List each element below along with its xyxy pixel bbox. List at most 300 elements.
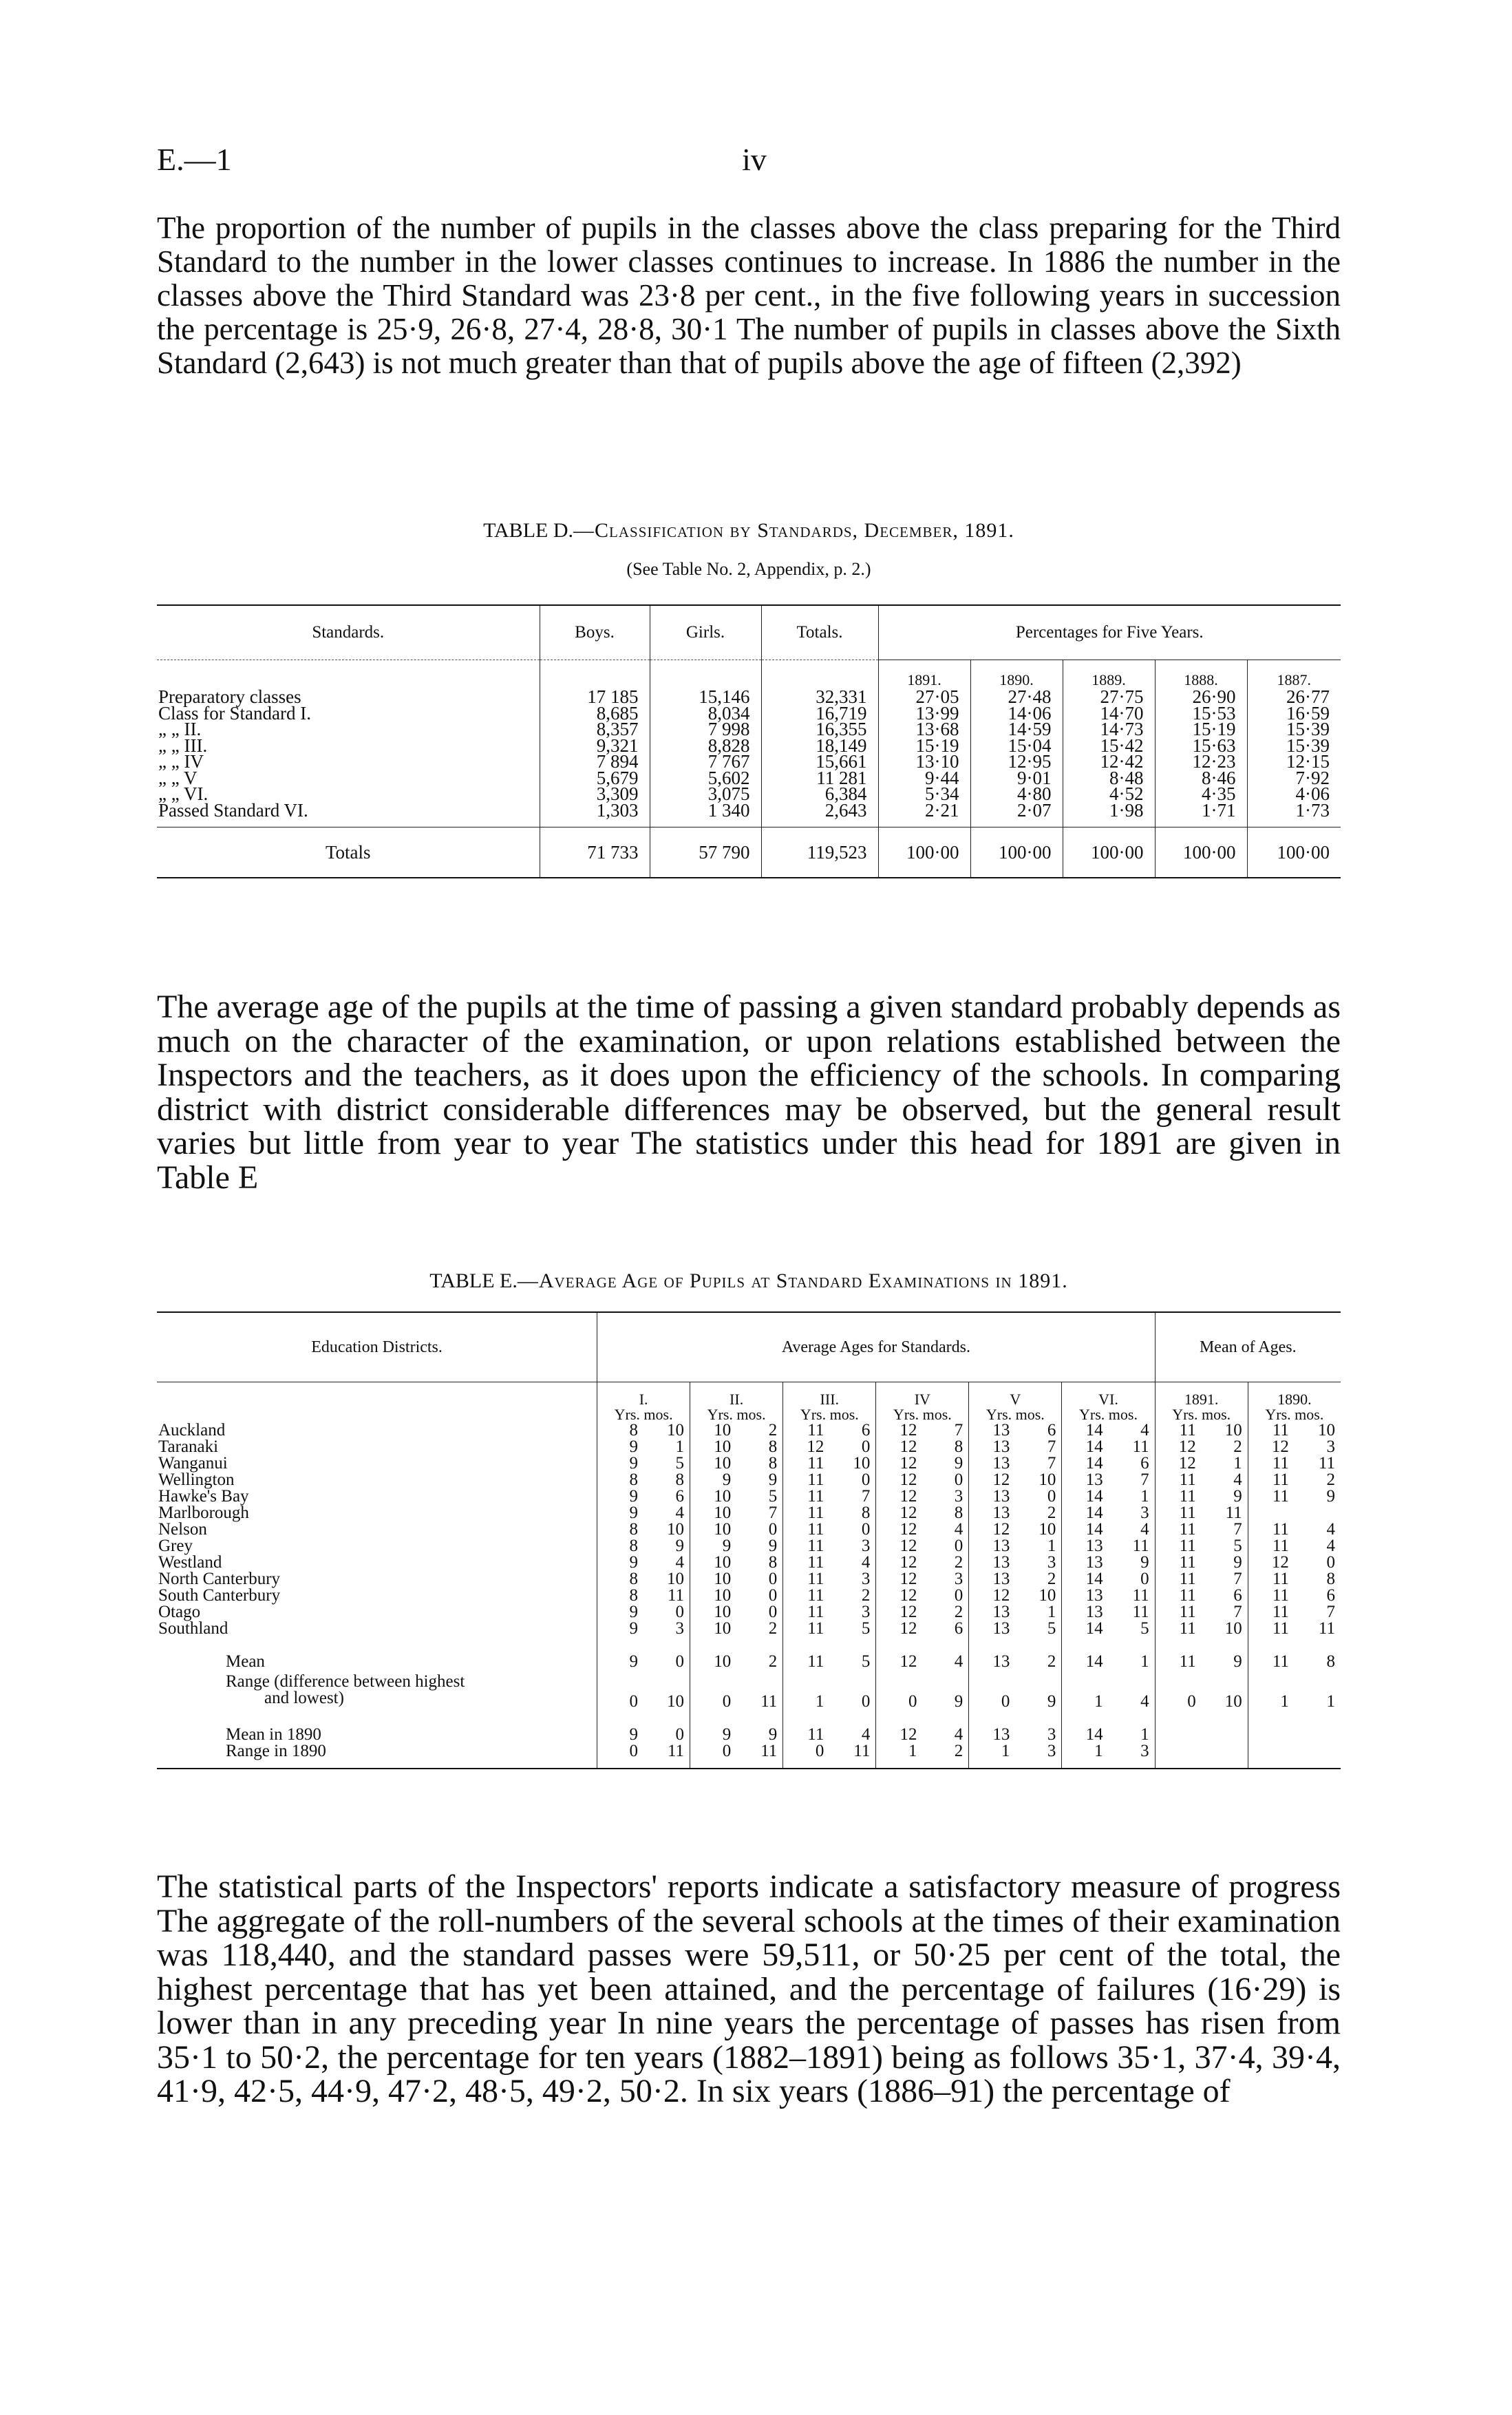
months-cell: 0 xyxy=(1047,1487,1056,1506)
months-cell: 0 xyxy=(1326,1553,1335,1572)
header-standards: Standards. xyxy=(312,623,385,642)
months-cell: 0 xyxy=(768,1603,778,1621)
months-cell: 5 xyxy=(1047,1619,1056,1638)
district-label xyxy=(157,1670,597,1710)
standard-column-label: II. xyxy=(730,1391,744,1408)
percentage-cell: 27·05 xyxy=(878,689,970,706)
standard-column-label: 1891. xyxy=(1184,1391,1219,1408)
months-cell: 9 xyxy=(768,1537,778,1555)
percentage-cell: 15·63 xyxy=(1155,738,1247,755)
years-cell: 9 xyxy=(597,1505,641,1521)
years-cell: 12 xyxy=(969,1588,1013,1604)
district-label: Hawke's Bay xyxy=(158,1487,249,1506)
totals-cell: 11 281 xyxy=(761,770,878,787)
months-cell: 0 xyxy=(675,1603,685,1621)
totals-cell: 16,355 xyxy=(761,721,878,738)
months-cell: 2 xyxy=(954,1603,963,1621)
years-cell: 12 xyxy=(876,1505,920,1521)
years-cell: 8 xyxy=(597,1472,641,1488)
years-cell: 11 xyxy=(783,1505,827,1521)
years-cell: 12 xyxy=(876,1538,920,1554)
percentage-cell: 26·77 xyxy=(1247,689,1341,706)
percentage-cell: 12·95 xyxy=(970,754,1063,770)
percentage-cell: 8·48 xyxy=(1063,770,1155,787)
years-cell: 11 xyxy=(1248,1571,1292,1588)
percentage-cell: 4·35 xyxy=(1155,786,1247,803)
months-cell: 9 xyxy=(1233,1553,1242,1572)
years-cell: 14 xyxy=(1062,1455,1106,1472)
months-cell: 10 xyxy=(667,1421,685,1439)
months-cell: 9 xyxy=(1233,1652,1242,1671)
years-cell: 0 xyxy=(783,1743,827,1769)
months-cell: 5 xyxy=(1233,1537,1242,1555)
girls-cell: 7 767 xyxy=(650,754,761,770)
years-cell: 1 xyxy=(1062,1743,1106,1769)
months-cell: 4 xyxy=(954,1520,963,1539)
months-cell: 3 xyxy=(1047,1725,1056,1744)
header-boys: Boys. xyxy=(540,605,650,660)
years-cell: 11 xyxy=(1248,1654,1292,1670)
years-cell xyxy=(1248,1505,1292,1521)
years-cell: 11 xyxy=(1248,1455,1292,1472)
months-cell: 10 xyxy=(853,1454,871,1473)
months-cell xyxy=(1292,1505,1341,1521)
years-cell: 13 xyxy=(1062,1604,1106,1621)
years-cell: 9 xyxy=(597,1439,641,1455)
percentage-cell: 14·06 xyxy=(970,706,1063,722)
header-percentages: Percentages for Five Years. xyxy=(878,605,1341,660)
page-number: iv xyxy=(742,142,767,177)
years-cell: 13 xyxy=(1062,1538,1106,1554)
years-cell: 9 xyxy=(597,1455,641,1472)
percentage-cell: 14·59 xyxy=(970,721,1063,738)
district-row xyxy=(157,1439,1341,1455)
years-cell xyxy=(1248,1743,1292,1769)
years-cell: 11 xyxy=(783,1422,827,1439)
percentage-cell: 1·73 xyxy=(1247,803,1341,827)
years-cell: 10 xyxy=(690,1455,734,1472)
years-cell: 11 xyxy=(783,1472,827,1488)
months-cell: 1 xyxy=(675,1437,685,1456)
months-cell xyxy=(1199,1727,1248,1743)
months-cell: 4 xyxy=(1140,1421,1149,1439)
percentage-cell: 1·71 xyxy=(1155,803,1247,827)
years-cell: 11 xyxy=(1248,1521,1292,1538)
totals-label: Totals xyxy=(157,827,540,878)
years-cell: 12 xyxy=(876,1488,920,1505)
range-row xyxy=(157,1670,1341,1710)
months-cell: 8 xyxy=(954,1504,963,1522)
months-cell: 0 xyxy=(861,1437,871,1456)
years-cell: 14 xyxy=(1062,1621,1106,1637)
months-cell: 11 xyxy=(1318,1454,1335,1473)
header-mean-ages: Mean of Ages. xyxy=(1155,1312,1341,1382)
mean-row xyxy=(157,1654,1341,1670)
standard-label: „ „ IV xyxy=(158,751,204,772)
years-cell: 8 xyxy=(597,1521,641,1538)
months-cell: 3 xyxy=(861,1570,871,1588)
months-cell: 0 xyxy=(768,1570,778,1588)
years-cell: 13 xyxy=(969,1455,1013,1472)
years-cell: 1 xyxy=(783,1670,827,1710)
months-cell xyxy=(1199,1743,1248,1769)
standard-column-header xyxy=(876,1382,969,1423)
standard-column-header xyxy=(969,1382,1062,1423)
unit-label: Yrs. mos. xyxy=(1265,1406,1324,1423)
years-cell: 11 xyxy=(783,1621,827,1637)
years-cell: 13 xyxy=(1062,1554,1106,1571)
months-cell: 0 xyxy=(954,1537,963,1555)
percentage-cell: 15·19 xyxy=(1155,721,1247,738)
percentage-cell: 16·59 xyxy=(1247,706,1341,722)
months-cell: 11 xyxy=(734,1743,783,1769)
months-cell: 9 xyxy=(954,1692,963,1711)
district-label: Marlborough xyxy=(158,1504,249,1522)
years-cell: 12 xyxy=(876,1472,920,1488)
district-row xyxy=(157,1488,1341,1505)
percentage-cell: 5·34 xyxy=(878,786,970,803)
months-cell: 8 xyxy=(861,1504,871,1522)
totals-pct: 100·00 xyxy=(970,827,1063,878)
years-cell: 12 xyxy=(876,1588,920,1604)
months-cell: 11 xyxy=(827,1743,876,1769)
percentage-cell: 12·23 xyxy=(1155,754,1247,770)
months-cell: 10 xyxy=(667,1570,685,1588)
years-cell: 10 xyxy=(690,1588,734,1604)
months-cell: 6 xyxy=(861,1421,871,1439)
years-cell: 11 xyxy=(783,1521,827,1538)
months-cell: 11 xyxy=(1225,1504,1242,1522)
district-row xyxy=(157,1554,1341,1571)
percentage-cell: 15·39 xyxy=(1247,738,1341,755)
girls-cell: 15,146 xyxy=(650,689,761,706)
years-cell: 10 xyxy=(690,1521,734,1538)
months-cell: 0 xyxy=(954,1586,963,1605)
years-cell: 11 xyxy=(783,1588,827,1604)
years-cell: 10 xyxy=(690,1505,734,1521)
months-cell: 8 xyxy=(768,1454,778,1473)
years-cell: 13 xyxy=(969,1505,1013,1521)
months-cell: 10 xyxy=(1039,1470,1056,1489)
months-cell: 4 xyxy=(1140,1692,1149,1711)
totals-cell: 18,149 xyxy=(761,738,878,755)
months-cell: 3 xyxy=(954,1570,963,1588)
percentage-cell: 15·53 xyxy=(1155,706,1247,722)
percentage-cell: 15·39 xyxy=(1247,721,1341,738)
months-cell: 2 xyxy=(1047,1504,1056,1522)
standard-column-header xyxy=(1248,1382,1341,1423)
months-cell: 4 xyxy=(861,1725,871,1744)
years-cell: 10 xyxy=(690,1571,734,1588)
months-cell: 0 xyxy=(675,1725,685,1744)
months-cell: 2 xyxy=(861,1586,871,1605)
percentage-cell: 13·10 xyxy=(878,754,970,770)
years-cell: 11 xyxy=(1155,1472,1199,1488)
percentage-cell: 15·42 xyxy=(1063,738,1155,755)
months-cell: 11 xyxy=(1132,1537,1149,1555)
months-cell: 11 xyxy=(1132,1586,1149,1605)
months-cell: 2 xyxy=(1326,1470,1335,1489)
totals-girls: 57 790 xyxy=(650,827,761,878)
district-row xyxy=(157,1455,1341,1472)
months-cell: 0 xyxy=(954,1470,963,1489)
years-cell: 0 xyxy=(969,1670,1013,1710)
years-cell: 12 xyxy=(969,1521,1013,1538)
years-cell: 10 xyxy=(690,1604,734,1621)
years-cell: 0 xyxy=(690,1743,734,1769)
months-cell: 7 xyxy=(954,1421,963,1439)
years-cell: 12 xyxy=(876,1439,920,1455)
months-cell: 0 xyxy=(675,1652,685,1671)
years-cell: 1 xyxy=(969,1743,1013,1769)
standard-label: Class for Standard I. xyxy=(158,702,311,724)
boys-cell: 3,309 xyxy=(540,786,650,803)
years-cell: 11 xyxy=(1155,1588,1199,1604)
years-cell: 8 xyxy=(597,1588,641,1604)
table-d-row xyxy=(157,803,1341,827)
years-cell: 11 xyxy=(783,1554,827,1571)
girls-cell: 1 340 xyxy=(650,803,761,827)
paragraph-2: The average age of the pupils at the time of passing a given standard probably depends as much on the character of the examination, or upon relations established between the Inspectors and the teachers, as it does upon the efficiency of the schools. In comparing district with district considerable differences may be observed, but the general result varies but little from year to year The statistics under this head for 1891 are given in Table E xyxy=(157,989,1341,1196)
year-1887: 1887. xyxy=(1247,660,1341,690)
months-cell: 2 xyxy=(1233,1437,1242,1456)
totals-pct: 100·00 xyxy=(1247,827,1341,878)
years-cell: 11 xyxy=(783,1538,827,1554)
months-cell: 10 xyxy=(667,1692,685,1711)
years-cell: 14 xyxy=(1062,1488,1106,1505)
months-cell: 10 xyxy=(1224,1692,1242,1711)
years-cell: 13 xyxy=(969,1439,1013,1455)
range-1890-row xyxy=(157,1743,1341,1769)
standard-column-header xyxy=(783,1382,876,1423)
district-label: Mean in 1890 xyxy=(226,1725,321,1744)
months-cell: 8 xyxy=(954,1437,963,1456)
months-cell: 6 xyxy=(1326,1586,1335,1605)
percentage-cell: 4·52 xyxy=(1063,786,1155,803)
girls-cell: 8,034 xyxy=(650,706,761,722)
years-cell: 0 xyxy=(690,1670,734,1710)
table-e xyxy=(157,1311,1341,1769)
years-cell: 11 xyxy=(1155,1571,1199,1588)
months-cell: 4 xyxy=(1140,1520,1149,1539)
months-cell xyxy=(1292,1727,1341,1743)
range-label-line2: and lowest) xyxy=(264,1689,344,1707)
months-cell: 1 xyxy=(1140,1725,1149,1744)
district-row xyxy=(157,1505,1341,1521)
district-label: Grey xyxy=(158,1537,193,1555)
totals-cell: 15,661 xyxy=(761,754,878,770)
months-cell: 11 xyxy=(760,1692,778,1711)
percentage-cell: 14·70 xyxy=(1063,706,1155,722)
percentage-cell: 7·92 xyxy=(1247,770,1341,787)
months-cell: 5 xyxy=(768,1487,778,1506)
boys-cell: 1,303 xyxy=(540,803,650,827)
district-label: Wellington xyxy=(158,1470,235,1489)
years-cell: 13 xyxy=(1062,1588,1106,1604)
percentage-cell: 4·06 xyxy=(1247,786,1341,803)
district-row xyxy=(157,1521,1341,1538)
years-cell: 13 xyxy=(969,1571,1013,1588)
years-cell xyxy=(1155,1727,1199,1743)
girls-cell: 3,075 xyxy=(650,786,761,803)
years-cell: 12 xyxy=(783,1439,827,1455)
months-cell: 2 xyxy=(768,1619,778,1638)
year-1888: 1888. xyxy=(1155,660,1247,690)
district-label: Southland xyxy=(158,1619,228,1638)
years-cell: 11 xyxy=(1248,1604,1292,1621)
months-cell: 2 xyxy=(1047,1652,1056,1671)
months-cell: 0 xyxy=(861,1520,871,1539)
spacer-row xyxy=(157,1710,1341,1727)
months-cell: 6 xyxy=(1047,1421,1056,1439)
years-cell: 12 xyxy=(876,1571,920,1588)
district-row xyxy=(157,1604,1341,1621)
district-label: Mean xyxy=(226,1652,265,1671)
standard-label: „ „ II. xyxy=(158,719,202,739)
months-cell: 8 xyxy=(768,1437,778,1456)
years-cell: 14 xyxy=(1062,1505,1106,1521)
years-cell: 1 xyxy=(876,1743,920,1769)
year-1889: 1889. xyxy=(1063,660,1155,690)
standard-label: „ „ III. xyxy=(158,735,208,756)
years-cell: 11 xyxy=(1155,1621,1199,1637)
years-cell: 8 xyxy=(597,1422,641,1439)
year-1891: 1891. xyxy=(878,660,970,690)
standard-label: „ „ VI. xyxy=(158,783,209,804)
district-label: Range in 1890 xyxy=(157,1743,597,1769)
months-cell: 0 xyxy=(768,1586,778,1605)
years-cell: 0 xyxy=(597,1743,641,1769)
paragraph-3: The statistical parts of the Inspectors' reports indicate a satisfactory measure of progress The aggregate of the roll-numbers of the several schools at the times of their examination was 118,440, and the standard passes were 59,511, or 50·25 per cent of the total, the highest percentage that has yet been attained, and the percentage of failures (16·29) is lower than in any preceding year In nine years the percentage of passes has risen from 35·1 to 50·2, the percentage for ten years (1882–1891) being as follows 35·1, 37·4, 39·4, 41·9, 42·5, 44·9, 47·2, 48·5, 49·2, 50·2. In six years (1886–91) the percentage of xyxy=(157,1868,1341,2109)
years-cell: 11 xyxy=(1248,1621,1292,1637)
years-cell: 14 xyxy=(1062,1571,1106,1588)
boys-cell: 9,321 xyxy=(540,738,650,755)
years-cell: 13 xyxy=(969,1538,1013,1554)
years-cell: 12 xyxy=(876,1621,920,1637)
year-1890: 1890. xyxy=(970,660,1063,690)
district-row xyxy=(157,1588,1341,1604)
years-cell: 9 xyxy=(597,1654,641,1670)
boys-cell: 5,679 xyxy=(540,770,650,787)
standard-column-label: V xyxy=(1010,1391,1021,1408)
unit-label: Yrs. mos. xyxy=(800,1406,859,1423)
years-cell: 12 xyxy=(969,1472,1013,1488)
months-cell: 0 xyxy=(768,1520,778,1539)
years-cell: 8 xyxy=(597,1571,641,1588)
years-cell: 11 xyxy=(783,1727,827,1743)
girls-cell: 5,602 xyxy=(650,770,761,787)
years-cell: 14 xyxy=(1062,1654,1106,1670)
standard-column-header xyxy=(690,1382,783,1423)
months-cell: 7 xyxy=(861,1487,871,1506)
years-cell: 11 xyxy=(1155,1488,1199,1505)
boys-cell: 17 185 xyxy=(540,689,650,706)
years-cell: 12 xyxy=(1248,1554,1292,1571)
years-cell: 0 xyxy=(597,1670,641,1710)
years-cell: 11 xyxy=(1248,1538,1292,1554)
header-totals: Totals. xyxy=(761,605,878,660)
months-cell: 5 xyxy=(861,1652,871,1671)
months-cell: 10 xyxy=(1318,1421,1335,1439)
months-cell: 1 xyxy=(1140,1487,1149,1506)
months-cell: 3 xyxy=(1326,1437,1335,1456)
years-cell: 11 xyxy=(783,1654,827,1670)
years-cell: 13 xyxy=(969,1621,1013,1637)
months-cell: 10 xyxy=(1224,1421,1242,1439)
months-cell: 2 xyxy=(768,1421,778,1439)
years-cell: 13 xyxy=(969,1554,1013,1571)
table-d-totals-row xyxy=(157,827,1341,878)
months-cell: 0 xyxy=(1140,1570,1149,1588)
years-cell: 10 xyxy=(690,1654,734,1670)
years-cell: 9 xyxy=(597,1604,641,1621)
boys-cell: 7 894 xyxy=(540,754,650,770)
months-cell: 9 xyxy=(1233,1487,1242,1506)
years-cell: 11 xyxy=(783,1571,827,1588)
mean-1890-row xyxy=(157,1727,1341,1743)
months-cell: 7 xyxy=(1233,1570,1242,1588)
percentage-cell: 9·01 xyxy=(970,770,1063,787)
years-cell: 12 xyxy=(876,1554,920,1571)
months-cell: 2 xyxy=(768,1652,778,1671)
years-cell: 10 xyxy=(690,1422,734,1439)
months-cell: 4 xyxy=(861,1553,871,1572)
months-cell: 4 xyxy=(1326,1537,1335,1555)
years-cell: 11 xyxy=(1155,1538,1199,1554)
totals-boys: 71 733 xyxy=(540,827,650,878)
months-cell: 6 xyxy=(954,1619,963,1638)
years-cell: 13 xyxy=(969,1604,1013,1621)
months-cell: 4 xyxy=(954,1725,963,1744)
years-cell: 12 xyxy=(1248,1439,1292,1455)
percentage-cell: 8·46 xyxy=(1155,770,1247,787)
district-label: North Canterbury xyxy=(158,1570,281,1588)
totals-pct: 100·00 xyxy=(1155,827,1247,878)
percentage-cell: 27·75 xyxy=(1063,689,1155,706)
district-row xyxy=(157,1472,1341,1488)
years-cell: 9 xyxy=(690,1472,734,1488)
range-label-line1: Range (difference between highest xyxy=(226,1672,465,1691)
years-cell: 13 xyxy=(969,1488,1013,1505)
unit-label: Yrs. mos. xyxy=(1079,1406,1138,1423)
years-cell: 10 xyxy=(690,1621,734,1637)
district-label: Otago xyxy=(158,1603,201,1621)
percentage-cell: 26·90 xyxy=(1155,689,1247,706)
years-cell: 11 xyxy=(1248,1488,1292,1505)
standard-label: Preparatory classes xyxy=(158,686,301,707)
months-cell: 1 xyxy=(1326,1692,1335,1711)
months-cell: 8 xyxy=(1326,1570,1335,1588)
months-cell: 2 xyxy=(954,1553,963,1572)
years-cell xyxy=(1248,1727,1292,1743)
unit-label: Yrs. mos. xyxy=(986,1406,1045,1423)
years-cell: 11 xyxy=(1248,1472,1292,1488)
years-cell: 12 xyxy=(876,1521,920,1538)
months-cell: 9 xyxy=(675,1537,685,1555)
months-cell: 9 xyxy=(1326,1487,1335,1506)
years-cell xyxy=(1155,1743,1199,1769)
standard-column-label: I. xyxy=(639,1391,648,1408)
months-cell: 5 xyxy=(1140,1619,1149,1638)
unit-label: Yrs. mos. xyxy=(614,1406,673,1423)
years-cell: 13 xyxy=(1062,1472,1106,1488)
years-cell: 9 xyxy=(690,1727,734,1743)
percentage-cell: 27·48 xyxy=(970,689,1063,706)
months-cell: 2 xyxy=(920,1743,969,1769)
months-cell: 11 xyxy=(667,1586,685,1605)
years-cell: 13 xyxy=(969,1422,1013,1439)
years-cell: 12 xyxy=(876,1654,920,1670)
